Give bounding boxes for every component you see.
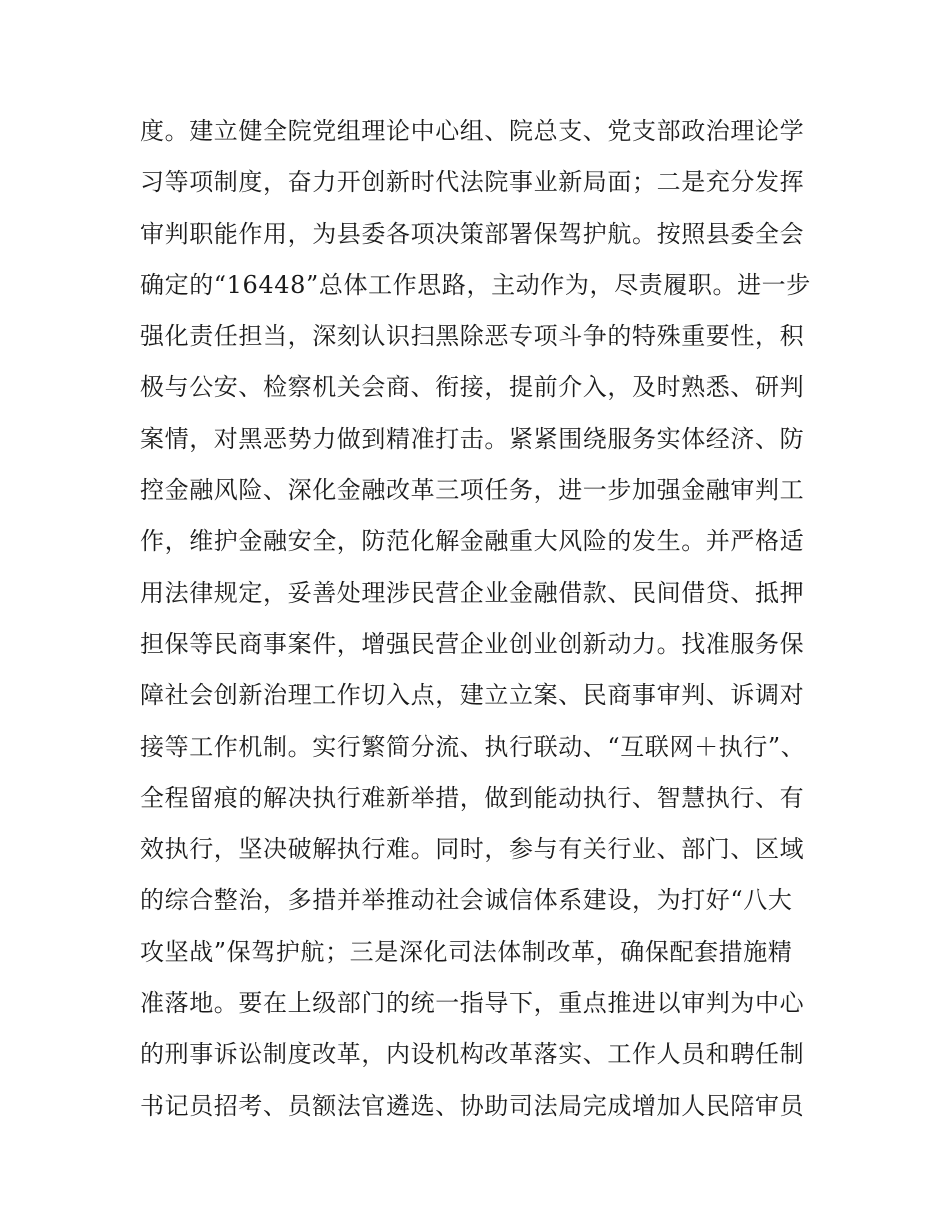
text-line: 的刑事诉讼制度改革，内设机构改革落实、工作人员和聘任制 [140,1040,805,1069]
text-line: 全程留痕的解决执行难新举措，做到能动执行、智慧执行、有 [140,783,805,812]
text-line: 案情，对黑恶势力做到精准打击。紧紧围绕服务实体经济、防 [140,424,805,453]
text-line: 度。建立健全院党组理论中心组、院总支、党支部政治理论学 [140,117,805,145]
text-line: 极与公安、检察机关会商、衔接，提前介入，及时熟悉、研判 [140,373,805,402]
text-line: 的综合整治，多措并举推动社会诚信体系建设，为打好“八大 [140,886,793,915]
text-line: 接等工作机制。实行繁简分流、执行联动、“互联网＋执行”、 [140,732,806,761]
text-line: 确定的“16448”总体工作思路，主动作为，尽责履职。进一步 [140,270,811,299]
text-line: 审判职能作用，为县委各项决策部署保驾护航。按照县委全会 [140,219,805,248]
text-line: 障社会创新治理工作切入点，建立立案、民商事审判、诉调对 [140,681,805,710]
body-text [140,106,820,1132]
text-line: 用法律规定，妥善处理涉民营企业金融借款、民间借贷、抵押 [140,578,805,607]
text-line: 攻坚战”保驾护航；三是深化司法体制改革，确保配套措施精 [140,937,793,966]
text-line: 习等项制度，奋力开创新时代法院事业新局面；二是充分发挥 [140,168,805,197]
text-line: 强化责任担当，深刻认识扫黑除恶专项斗争的特殊重要性，积 [140,322,805,351]
text-line: 准落地。要在上级部门的统一指导下，重点推进以审判为中心 [140,989,805,1018]
text-line: 效执行，坚决破解执行难。同时，参与有关行业、部门、区域 [140,835,805,864]
text-line: 作，维护金融安全，防范化解金融重大风险的发生。并严格适 [140,527,805,556]
text-line: 书记员招考、员额法官遴选、协助司法局完成增加人民陪审员 [140,1091,805,1120]
text-line: 控金融风险、深化金融改革三项任务，进一步加强金融审判工 [140,476,805,505]
text-line: 担保等民商事案件，增强民营企业创业创新动力。找准服务保 [140,629,805,658]
